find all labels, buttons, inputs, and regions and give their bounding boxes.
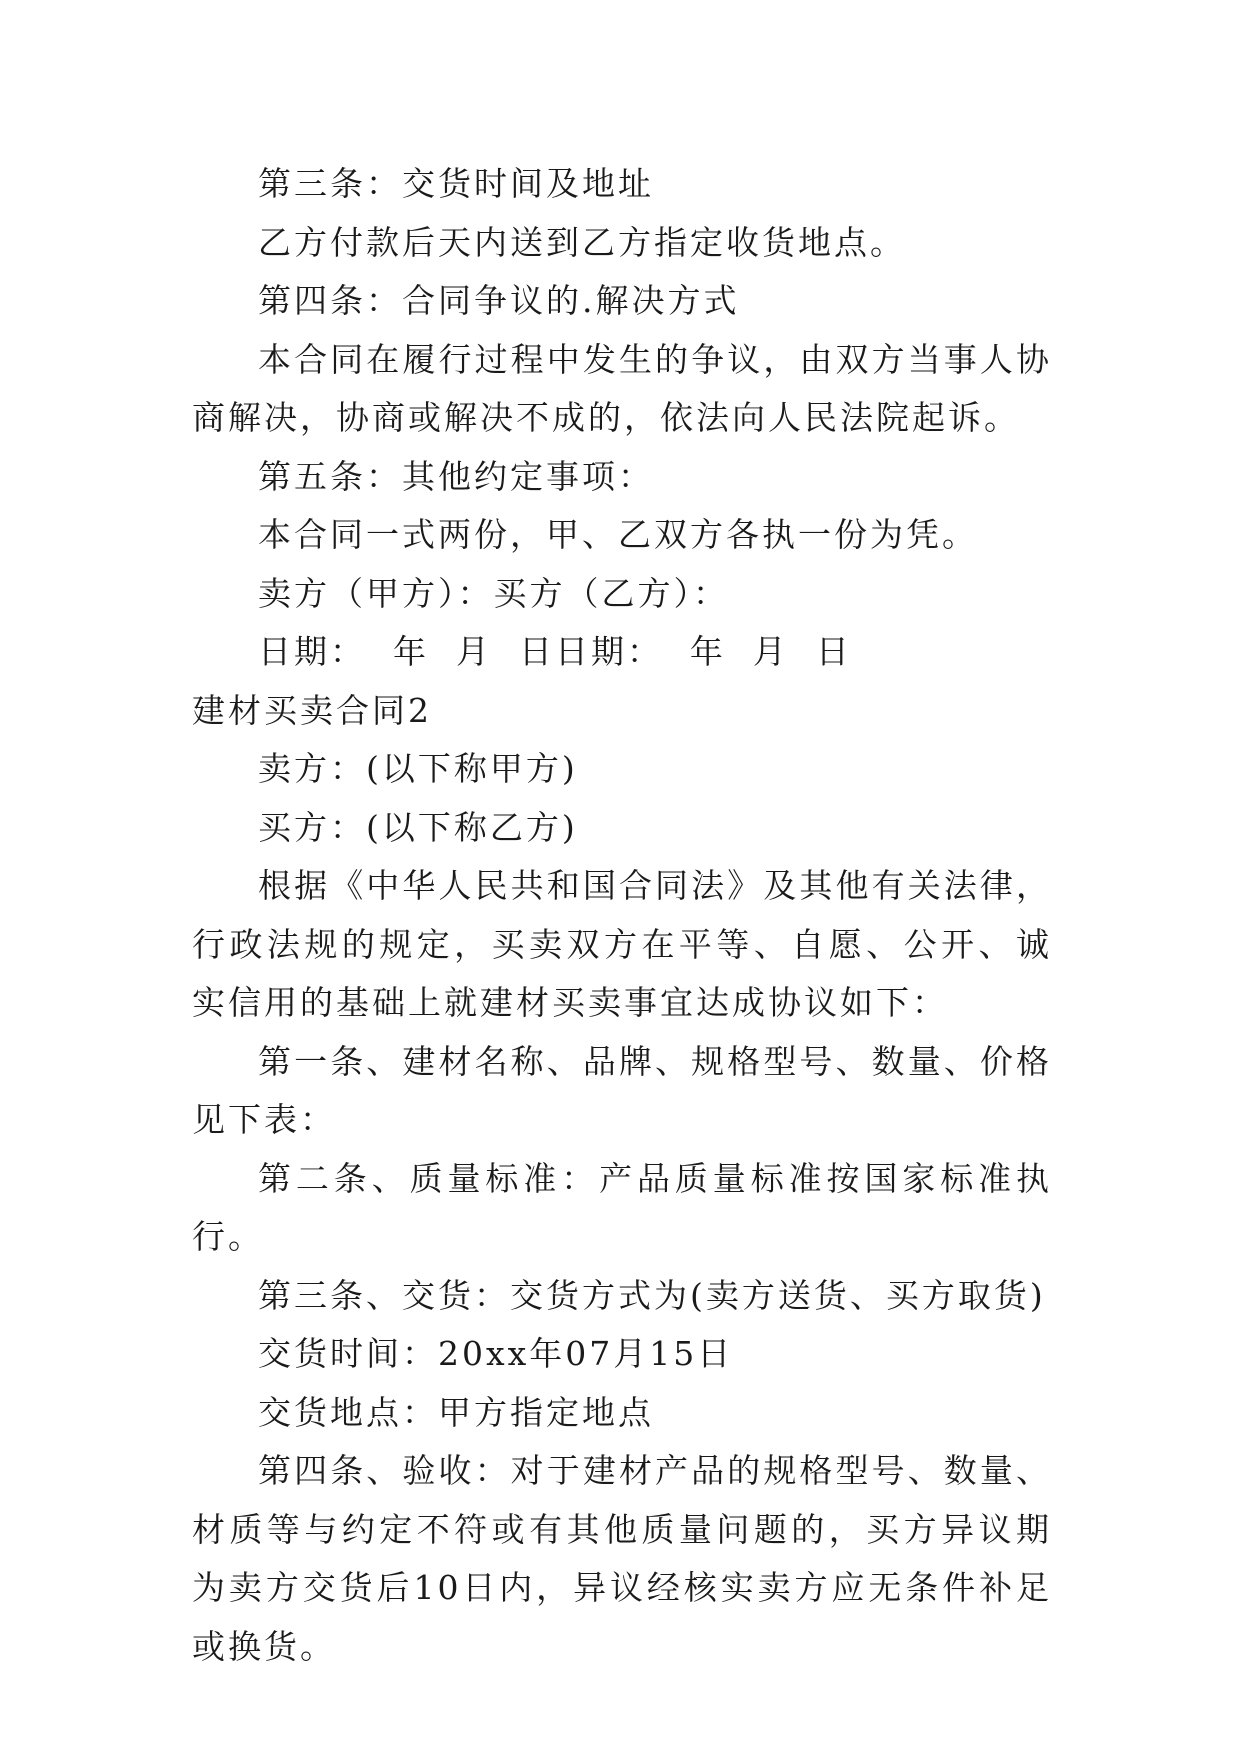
article-3-clause: 第三条、交货：交货方式为(卖方送货、买方取货): [258, 1275, 1046, 1315]
delivery-place-line: 交货地点：甲方指定地点: [258, 1392, 654, 1432]
article-5-heading: 第五条：其他约定事项：: [258, 456, 654, 496]
article-3-heading: 第三条：交货时间及地址: [258, 164, 654, 203]
buyer-line: 买方：(以下称乙方): [258, 807, 578, 847]
article-2-clause: 第二条、质量标准：产品质量标准按国家标准执行。: [192, 1158, 1052, 1256]
document-body: [192, 155, 1052, 1676]
preamble-paragraph: 根据《中华人民共和国合同法》及其他有关法律，行政法规的规定，买卖双方在平等、自愿、公开、诚实信用的基础上就建材买卖事宜达成协议如下：: [192, 866, 1052, 1022]
parties-signature-line: 卖方（甲方）：买方（乙方）：: [258, 573, 729, 613]
delivery-time-line: 交货时间：20xx年07月15日: [258, 1334, 734, 1373]
copies-clause: 本合同一式两份，甲、乙双方各执一份为凭。: [258, 515, 978, 554]
article-4-inspection-clause: 第四条、验收：对于建材产品的规格型号、数量、材质等与约定不符或有其他质量问题的，买方异议期为卖方交货后10日内，异议经核实卖方应无条件补足或换货。: [192, 1451, 1052, 1666]
article-1-clause: 第一条、建材名称、品牌、规格型号、数量、价格见下表：: [192, 1041, 1052, 1139]
date-signature-line: 日期： 年 月 日日期： 年 月 日: [258, 632, 852, 671]
contract-2-title: 建材买卖合同2: [192, 690, 432, 730]
seller-line: 卖方：(以下称甲方): [258, 749, 578, 788]
article-4-heading: 第四条：合同争议的.解决方式: [258, 281, 740, 320]
delivery-clause: 乙方付款后天内送到乙方指定收货地点。: [258, 222, 906, 262]
dispute-clause: 本合同在履行过程中发生的争议，由双方当事人协商解决，协商或解决不成的，依法向人民法院起诉。: [192, 339, 1052, 437]
